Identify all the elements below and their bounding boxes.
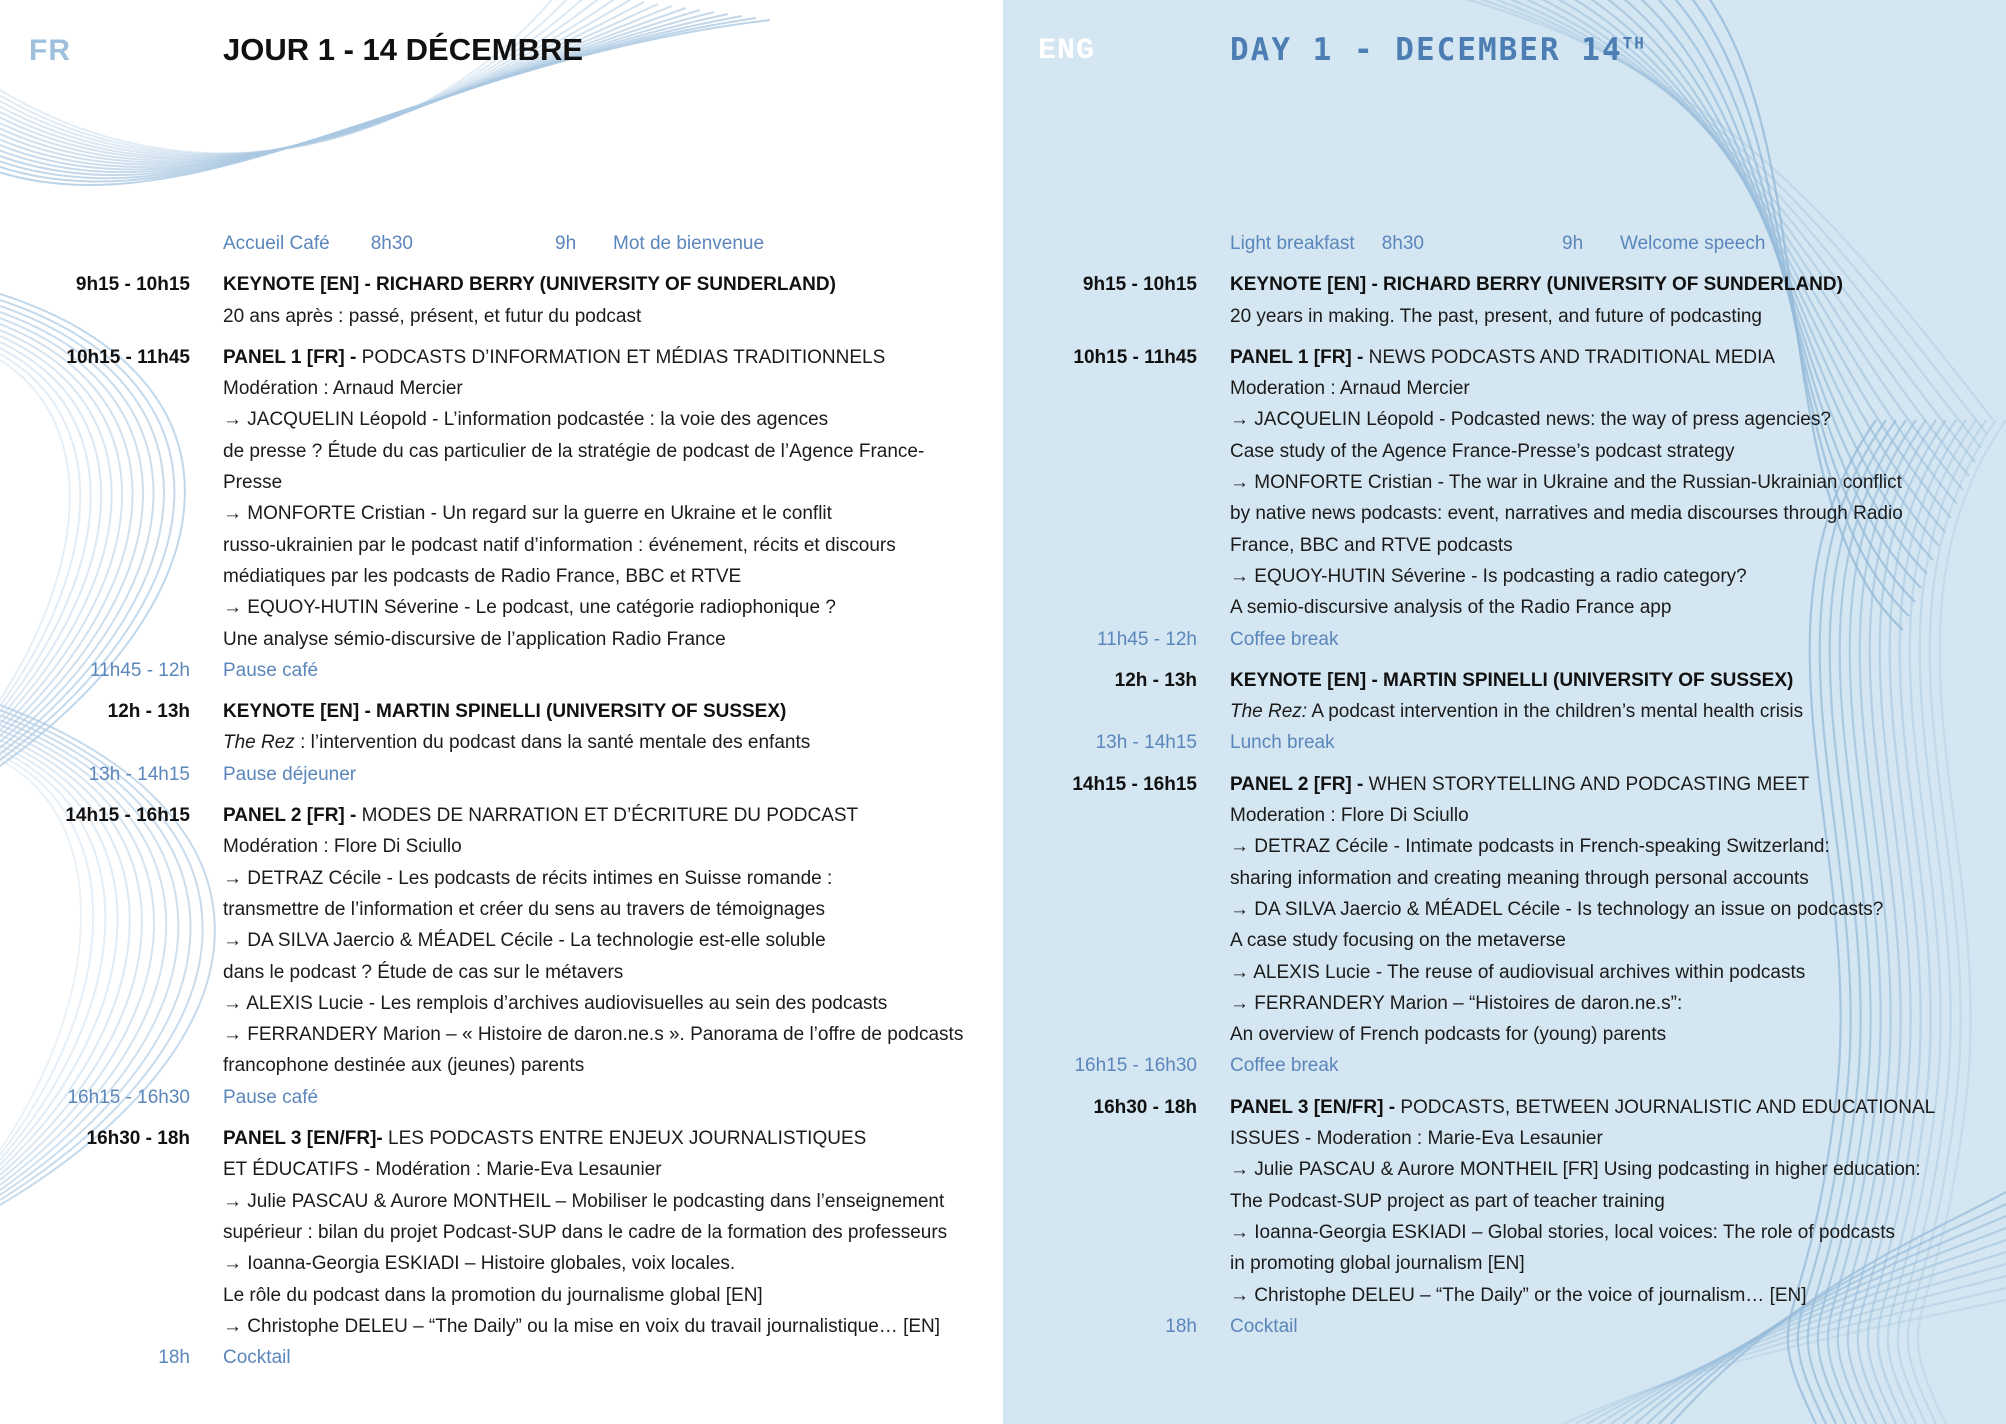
panel-line: in promoting global journalism [EN] [1230, 1253, 1525, 1275]
panel-1 [0, 342, 1003, 655]
panel-line: francophone destinée aux (jeunes) parents [223, 1055, 585, 1077]
session-title: PANEL 2 [FR] - [1230, 773, 1369, 795]
panel-line: → DA SILVA Jaercio & MÉADEL Cécile - Is technology an issue on podcasts? [1230, 898, 1884, 920]
session-title: PANEL 3 [EN/FR] - [1230, 1096, 1401, 1118]
panel-line: sharing information and creating meaning through personal accounts [1230, 867, 1809, 889]
panel-line: → EQUOY-HUTIN Séverine - Le podcast, une catégorie radiophonique ? [223, 597, 836, 619]
lunch-break [1003, 727, 2006, 758]
session-topic: PODCASTS D’INFORMATION ET MÉDIAS TRADITIONNELS [361, 346, 886, 368]
break-1 [0, 655, 1003, 686]
panel-2 [1003, 769, 2006, 1051]
wave-line [0, 0, 616, 157]
panel-line: → DETRAZ Cécile - Les podcasts de récits intimes en Suisse romande : [223, 867, 833, 889]
wave-line [0, 0, 630, 159]
panel-line: → JACQUELIN Léopold - L’information podcastée : la voie des agences [223, 409, 829, 431]
welcome-row [0, 228, 1003, 259]
panel-2 [0, 800, 1003, 1082]
schedule [1003, 228, 2006, 1342]
panel-line: → FERRANDERY Marion – “Histoires de daron.ne.s”: [1230, 992, 1683, 1014]
cocktail-label: Cocktail [223, 1347, 291, 1369]
panel-line: Moderation : Arnaud Mercier [1230, 378, 1470, 400]
time-label: 11h45 - 12h [1096, 628, 1197, 650]
panel-line: A semio-discursive analysis of the Radio France app [1230, 597, 1672, 619]
welcome-label: Light breakfast [1230, 233, 1355, 254]
session-topic: NEWS PODCASTS AND TRADITIONAL MEDIA [1368, 346, 1776, 368]
panel-line: → MONFORTE Cristian - The war in Ukraine and the Russian-Ukrainian conflict [1230, 472, 1902, 494]
panel-line: by native news podcasts: event, narratives and media discourses through Radio [1230, 503, 1903, 525]
time-label: 16h15 - 16h30 [67, 1086, 190, 1108]
session-title: KEYNOTE [EN] - MARTIN SPINELLI (UNIVERSITY OF SUSSEX) [1230, 669, 1794, 691]
session-topic: PODCASTS, BETWEEN JOURNALISTIC AND EDUCATIONAL [1400, 1096, 1936, 1118]
panel-line: → Ioanna-Georgia ESKIADI – Global stories, local voices: The role of podcasts [1230, 1221, 1895, 1243]
session-title: KEYNOTE [EN] - MARTIN SPINELLI (UNIVERSITY OF SUSSEX) [223, 701, 787, 723]
keynote-2 [1003, 665, 2006, 728]
panel-line: ET ÉDUCATIFS - Modération : Marie-Eva Lesaunier [223, 1159, 662, 1181]
panel-line: supérieur : bilan du projet Podcast-SUP dans le cadre de la formation des professeurs [223, 1221, 948, 1243]
keynote-1 [0, 269, 1003, 332]
panel-line: Modération : Flore Di Sciullo [223, 836, 462, 858]
time-label: 10h15 - 11h45 [1073, 346, 1197, 368]
cocktail-label: Cocktail [1230, 1315, 1298, 1337]
panel-line: → MONFORTE Cristian - Un regard sur la guerre en Ukraine et le conflit [223, 503, 832, 525]
time-label: 13h - 14h15 [1095, 732, 1197, 754]
welcome-label: Accueil Café [223, 233, 330, 254]
panel-line: A case study focusing on the metaverse [1230, 930, 1566, 952]
panel-line: Case study of the Agence France-Presse’s podcast strategy [1230, 440, 1735, 462]
panel-line: → Julie PASCAU & Aurore MONTHEIL [FR] Using podcasting in higher education: [1230, 1159, 1921, 1181]
break-label: Coffee break [1230, 1055, 1339, 1077]
break-label: Pause café [223, 659, 319, 681]
panel-line: russo-ukrainien par le podcast natif d’information : événement, récits et discours [223, 534, 896, 556]
schedule [0, 228, 1003, 1373]
time-label: 13h - 14h15 [88, 763, 190, 785]
panel-1 [1003, 342, 2006, 624]
time-label: 12h - 13h [107, 701, 190, 723]
time-label: 8h30 [370, 233, 413, 254]
page-title: JOUR 1 - 14 DÉCEMBRE [223, 32, 584, 67]
time-label: 10h15 - 11h45 [66, 346, 190, 368]
wave-line [0, 0, 574, 154]
panel-line: → EQUOY-HUTIN Séverine - Is podcasting a radio category? [1230, 565, 1747, 587]
language-code: FR [29, 34, 71, 67]
session-subtitle: A podcast intervention in the children’s mental health crisis [1307, 701, 1804, 723]
welcome-speech-label: Welcome speech [1620, 233, 1766, 254]
panel-line: → FERRANDERY Marion – « Histoire de daron.ne.s ». Panorama de l’offre de podcasts [223, 1024, 964, 1046]
page-title [1230, 32, 1646, 68]
panel-line: médiatiques par les podcasts de Radio France, BBC et RTVE [223, 565, 742, 587]
lunch-break [0, 759, 1003, 790]
break-1 [1003, 624, 2006, 655]
session-subtitle: : l’intervention du podcast dans la santé mentale des enfants [294, 732, 811, 754]
language-code: ENG [1038, 34, 1096, 68]
break-label: Lunch break [1230, 732, 1335, 754]
panel-line: de presse ? Étude du cas particulier de la stratégie de podcast de l’Agence France- [223, 440, 925, 462]
panel-line: France, BBC and RTVE podcasts [1230, 534, 1513, 556]
panel-line: The Podcast-SUP project as part of teacher training [1230, 1190, 1665, 1212]
panel-line: → Christophe DELEU – “The Daily” ou la mise en voix du travail journalistique… [EN] [223, 1315, 941, 1337]
subtitle-italic: The Rez [223, 732, 295, 754]
panel-line: transmettre de l’information et créer du sens au travers de témoignages [223, 898, 825, 920]
wave-line [0, 0, 588, 155]
panel-line: → Julie PASCAU & Aurore MONTHEIL – Mobiliser le podcasting dans l’enseignement [223, 1190, 945, 1212]
break-2 [1003, 1050, 2006, 1081]
time-label: 12h - 13h [1114, 669, 1197, 691]
panel-line: An overview of French podcasts for (young) parents [1230, 1024, 1667, 1046]
panel-line: → ALEXIS Lucie - Les remplois d’archives audiovisuelles au sein des podcasts [223, 992, 888, 1014]
welcome-speech-label: Mot de bienvenue [613, 233, 765, 254]
time-label: 14h15 - 16h15 [65, 805, 190, 827]
session-title: KEYNOTE [EN] - RICHARD BERRY (UNIVERSITY OF SUNDERLAND) [1230, 274, 1843, 296]
panel-line: Modération : Arnaud Mercier [223, 378, 463, 400]
time-label: 16h15 - 16h30 [1074, 1055, 1197, 1077]
session-title: KEYNOTE [EN] - RICHARD BERRY (UNIVERSITY OF SUNDERLAND) [223, 274, 836, 296]
panel-line: Une analyse sémio-discursive de l’application Radio France [223, 628, 726, 650]
english-column [1003, 0, 2006, 1424]
cocktail [0, 1342, 1003, 1373]
session-title: PANEL 3 [EN/FR]- [223, 1128, 389, 1150]
break-label: Pause déjeuner [223, 763, 357, 785]
heading-text: DAY 1 - DECEMBER 14 [1230, 32, 1623, 68]
break-2 [0, 1082, 1003, 1113]
session-subtitle: 20 years in making. The past, present, and future of podcasting [1230, 305, 1762, 327]
break-label: Pause café [223, 1086, 319, 1108]
panel-line: Presse [223, 472, 283, 494]
keynote-2 [0, 696, 1003, 759]
panel-line: dans le podcast ? Étude de cas sur le métavers [223, 961, 624, 983]
keynote-1 [1003, 269, 2006, 332]
time-label: 14h15 - 16h15 [1072, 773, 1197, 795]
panel-line: → Ioanna-Georgia ESKIADI – Histoire globales, voix locales. [223, 1253, 736, 1275]
panel-line: → Christophe DELEU – “The Daily” or the voice of journalism… [EN] [1230, 1284, 1807, 1306]
panel-line: Le rôle du podcast dans la promotion du journalisme global [EN] [223, 1284, 763, 1306]
subtitle-italic: The Rez: [1230, 701, 1308, 723]
session-topic: LES PODCASTS ENTRE ENJEUX JOURNALISTIQUES [388, 1128, 867, 1150]
time-label: 9h15 - 10h15 [75, 274, 190, 296]
panel-line: → DETRAZ Cécile - Intimate podcasts in French-speaking Switzerland: [1230, 836, 1830, 858]
panel-3 [1003, 1092, 2006, 1311]
time-label: 9h [1562, 233, 1584, 254]
panel-line: → ALEXIS Lucie - The reuse of audiovisual archives within podcasts [1230, 961, 1806, 983]
wave-line [0, 2, 644, 161]
time-label: 8h30 [1381, 233, 1424, 254]
session-title: PANEL 2 [FR] - [223, 805, 362, 827]
time-label: 18h [158, 1347, 190, 1369]
time-label: 11h45 - 12h [89, 659, 190, 681]
wave-line [0, 6, 672, 165]
panel-line: Moderation : Flore Di Sciullo [1230, 805, 1469, 827]
break-label: Coffee break [1230, 628, 1339, 650]
session-subtitle: 20 ans après : passé, présent, et futur du podcast [223, 305, 642, 327]
welcome-row [1003, 228, 2006, 259]
session-title: PANEL 1 [FR] - [223, 346, 362, 368]
cocktail [1003, 1311, 2006, 1342]
wave-line [0, 4, 658, 163]
session-title: PANEL 1 [FR] - [1230, 346, 1369, 368]
session-topic: WHEN STORYTELLING AND PODCASTING MEET [1368, 773, 1810, 795]
panel-line: ISSUES - Moderation : Marie-Eva Lesaunier [1230, 1128, 1603, 1150]
panel-3 [0, 1123, 1003, 1342]
time-label: 9h15 - 10h15 [1082, 274, 1197, 296]
time-label: 18h [1165, 1315, 1197, 1337]
wave-line [0, 0, 560, 153]
time-label: 16h30 - 18h [1093, 1096, 1197, 1118]
time-label: 16h30 - 18h [86, 1128, 190, 1150]
panel-line: → JACQUELIN Léopold - Podcasted news: the way of press agencies? [1230, 409, 1831, 431]
panel-line: → DA SILVA Jaercio & MÉADEL Cécile - La technologie est-elle soluble [223, 930, 826, 952]
session-topic: MODES DE NARRATION ET D’ÉCRITURE DU PODCAST [361, 805, 859, 827]
heading-superscript: TH [1622, 33, 1646, 53]
time-label: 9h [555, 233, 577, 254]
wave-line [0, 0, 602, 156]
